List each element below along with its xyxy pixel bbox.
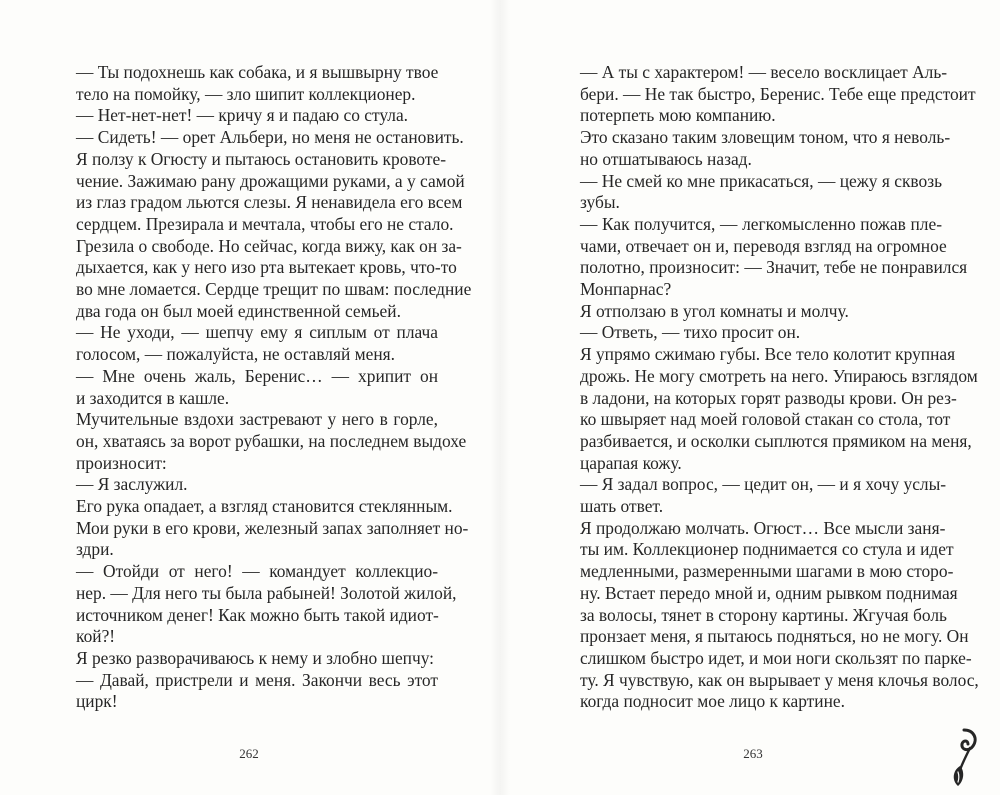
text-line: — Я задал вопрос, — цедит он, — и я хочу услы- bbox=[580, 474, 947, 495]
corner-ornament-icon bbox=[940, 726, 980, 788]
text-line: зубы. bbox=[580, 192, 620, 213]
text-line: дрожь. Не могу смотреть на него. Упираюсь взглядом bbox=[580, 365, 978, 386]
text-line: кой?! bbox=[76, 626, 116, 647]
text-line: — А ты с характером! — весело восклицает Аль- bbox=[580, 62, 948, 82]
text-line: дыхается, как у него изо рта вытекает кровь, что-то bbox=[76, 257, 457, 278]
paragraph bbox=[564, 517, 979, 713]
text-line: два года он был моей единственной семьей. bbox=[76, 300, 401, 321]
text-line: Его рука опадает, а взгляд становится стеклянным. bbox=[76, 496, 453, 517]
left-page-text bbox=[60, 62, 472, 713]
paragraph bbox=[60, 474, 438, 496]
text-line: потерпеть мою компанию. bbox=[580, 105, 776, 126]
text-line: когда подносит мое лицо к картине. bbox=[580, 691, 845, 712]
text-line: произносит: bbox=[76, 452, 167, 473]
text-line: в ладони, на которых горят разводы крови. Он рез- bbox=[580, 387, 957, 408]
text-line: он, хватаясь за ворот рубашки, на последнем выдохе bbox=[76, 430, 467, 451]
text-line: медленными, размеренными шагами в мою сторо- bbox=[580, 561, 954, 582]
paragraph bbox=[564, 171, 942, 214]
text-line: бери. — Не так быстро, Беренис. Тебе еще предстоит bbox=[580, 83, 976, 104]
text-line: цирк! bbox=[76, 691, 118, 712]
text-line: нер. — Для него ты была рабыней! Золотой жилой, bbox=[76, 582, 457, 603]
text-line: разбивается, и осколки сыплются прямиком на меня, bbox=[580, 430, 972, 451]
paragraph bbox=[60, 322, 438, 365]
text-line: шать ответ. bbox=[580, 496, 664, 517]
text-line: пронзает меня, я пытаюсь подняться, но не могу. Он bbox=[580, 626, 969, 647]
text-line: здри. bbox=[76, 539, 114, 560]
paragraph bbox=[60, 148, 472, 323]
text-line: Это сказано таким зловещим тоном, что я неволь- bbox=[580, 127, 951, 148]
paragraph bbox=[60, 496, 469, 561]
text-line: во мне ломается. Сердце трещит по швам: последние bbox=[76, 279, 472, 300]
text-line: Мучительные вздохи застревают у него в горле, bbox=[76, 409, 438, 430]
book-gutter-shadow bbox=[490, 0, 510, 795]
text-line: за волосы, тянет в сторону картины. Жгучая боль bbox=[580, 604, 947, 625]
right-page-number: 263 bbox=[743, 746, 763, 761]
text-line: но отшатываюсь назад. bbox=[580, 148, 752, 169]
text-line: Я резко разворачиваюсь к нему и злобно шепчу: bbox=[76, 647, 435, 668]
paragraph bbox=[564, 301, 942, 323]
right-page-text bbox=[564, 62, 979, 713]
text-line: ту. Я чувствую, как он вырывает у меня клочья волос, bbox=[580, 669, 979, 690]
text-line: Я ползу к Огюсту и пытаюсь остановить кровоте- bbox=[76, 148, 447, 169]
text-line: Я продолжаю молчать. Огюст… Все мысли заня- bbox=[580, 517, 946, 538]
text-line: — Нет-нет-нет! — кричу я и падаю со стула. bbox=[76, 105, 409, 126]
text-line: царапая кожу. bbox=[580, 452, 682, 473]
text-line: — Давай, пристрели и меня. Закончи весь этот bbox=[76, 669, 438, 690]
text-line: полотно, произносит: — Значит, тебе не понравился bbox=[580, 257, 968, 278]
text-line: — Не смей ко мне прикасаться, — цежу я сквозь bbox=[580, 170, 942, 191]
text-line: источником денег! Как можно быть такой идиот- bbox=[76, 604, 439, 625]
text-line: — Не уходи, — шепчу ему я сиплым от плача bbox=[76, 322, 438, 343]
text-line: Грезила о свободе. Но сейчас, когда вижу, как он за- bbox=[76, 235, 462, 256]
paragraph bbox=[60, 670, 438, 713]
text-line: ну. Встает передо мной и, одним рывком поднимая bbox=[580, 582, 958, 603]
paragraph bbox=[60, 561, 457, 648]
text-line: — Сидеть! — орет Альбери, но меня не остановить. bbox=[76, 127, 464, 148]
left-page-number: 262 bbox=[239, 746, 259, 761]
text-line: Мои руки в его крови, железный запах заполняет но- bbox=[76, 517, 469, 538]
paragraph bbox=[564, 127, 951, 170]
text-line: — Ответь, — тихо просит он. bbox=[580, 322, 801, 343]
paragraph bbox=[60, 366, 438, 409]
text-line: Монпарнас? bbox=[580, 279, 672, 300]
text-line: ко швыряет над моей головой стакан со стола, тот bbox=[580, 409, 951, 430]
paragraph bbox=[564, 213, 968, 301]
text-line: голосом, — пожалуйста, не оставляй меня. bbox=[76, 344, 396, 365]
text-line: — Как получится, — легкомысленно пожав пле- bbox=[580, 213, 942, 234]
paragraph bbox=[60, 105, 438, 127]
text-line: Я упрямо сжимаю губы. Все тело колотит крупная bbox=[580, 344, 956, 365]
paragraph bbox=[564, 474, 947, 517]
paragraph bbox=[564, 344, 978, 474]
text-line: — Мне очень жаль, Беренис… — хрипит он bbox=[76, 365, 438, 386]
text-line: сердцем. Презирала и мечтала, чтобы его не стало. bbox=[76, 213, 454, 234]
text-line: — Отойди от него! — командует коллекцио- bbox=[76, 561, 438, 582]
text-line: чение. Зажимаю рану дрожащими руками, а у самой bbox=[76, 170, 465, 191]
text-line: ты им. Коллекционер поднимается со стула и идет bbox=[580, 539, 954, 560]
paragraph bbox=[564, 322, 942, 344]
paragraph bbox=[60, 62, 438, 105]
paragraph bbox=[60, 648, 438, 670]
text-line: и заходится в кашле. bbox=[76, 387, 230, 408]
text-line: слишком быстро идет, и мои ноги скользят по парке- bbox=[580, 647, 972, 668]
text-line: — Я заслужил. bbox=[76, 474, 188, 495]
paragraph bbox=[564, 62, 976, 127]
text-line: чами, отвечает он и, переводя взгляд на огромное bbox=[580, 235, 947, 256]
text-line: тело на помойку, — зло шипит коллекционер. bbox=[76, 83, 416, 104]
paragraph bbox=[60, 409, 467, 474]
text-line: из глаз градом льются слезы. Я ненавидела его всем bbox=[76, 192, 463, 213]
text-line: Я отползаю в угол комнаты и молчу. bbox=[580, 300, 849, 321]
text-line: — Ты подохнешь как собака, и я вышвырну твое bbox=[76, 62, 439, 82]
paragraph bbox=[60, 127, 464, 149]
